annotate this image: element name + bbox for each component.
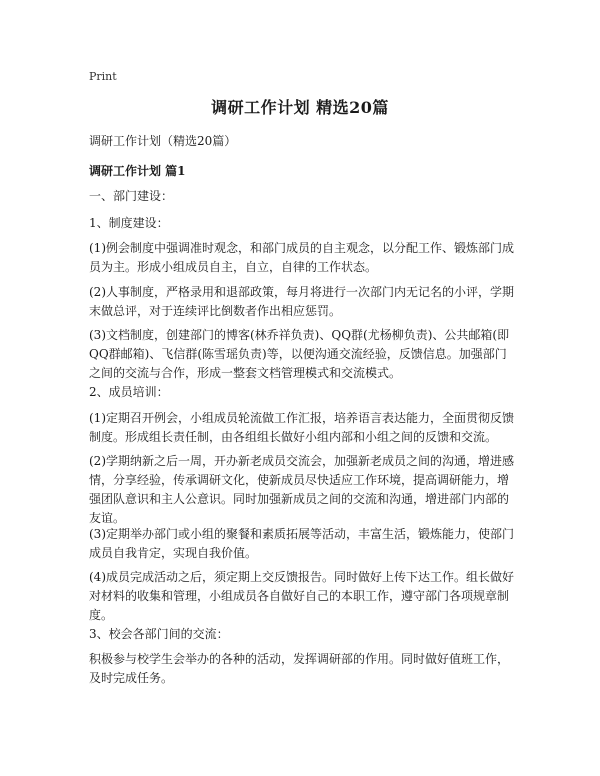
paragraph-student-union-activities: 积极参与校学生会举办的各种的活动，发挥调研部的作用。同时做好值班工作，及时完成任务。 bbox=[89, 652, 510, 685]
paragraph-document-system: (3)文档制度，创建部门的博客(林乔祥负责)、QQ群(尤杨柳负责)、公共邮箱(即QQ群邮箱)、飞信群(陈雪瑶负责)等，以便沟通交流经验，反馈信息。加强部门之间的交流与合作，形成一整套文档管理模式和交流模式。 bbox=[89, 328, 510, 380]
paragraph-member-training: 2、成员培训： bbox=[89, 385, 169, 399]
paragraph-feedback-report: (4)成员完成活动之后，须定期上交反馈报告。同时做好上传下达工作。组长做好对材料的收集和管理，小组成员各自做好自己的本职工作，遵守部门各项规章制度。 bbox=[89, 570, 515, 622]
paragraph-system-building: 1、制度建设： bbox=[89, 216, 169, 230]
paragraph-personnel-system: (2)人事制度，严格录用和退部政策，每月将进行一次部门内无记名的小评，学期末做总评，对于连续评比倒数者作出相应惩罚。 bbox=[89, 285, 515, 318]
document-title: 调研工作计划 精选20篇 bbox=[211, 98, 389, 117]
print-label: Print bbox=[89, 70, 117, 83]
paragraph-meeting-system: (1)例会制度中强调准时观念，和部门成员的自主观念，以分配工作、锻炼部门成员为主。形成小组成员自主，自立，自律的工作状态。 bbox=[89, 241, 515, 274]
document-subtitle: 调研工作计划（精选20篇） bbox=[89, 134, 237, 148]
paragraph-dinner-activities: (3)定期举办部门或小组的聚餐和素质拓展等活动，丰富生活，锻炼能力，使部门成员自我肯定，实现自我价值。 bbox=[89, 527, 515, 560]
paragraph-inter-dept-exchange: 3、校会各部门间的交流： bbox=[89, 627, 229, 641]
paragraph-regular-meetings: (1)定期召开例会，小组成员轮流做工作汇报，培养语言表达能力，全面贯彻反馈制度。形成组长责任制，由各组组长做好小组内部和小组之间的反馈和交流。 bbox=[89, 411, 515, 444]
paragraph-dept-building: 一、部门建设： bbox=[89, 189, 174, 203]
paragraph-exchange-meeting: (2)学期纳新之后一周，开办新老成员交流会，加强新老成员之间的沟通，增进感情，分享经验，传承调研文化，使新成员尽快适应工作环境，提高调研能力，增强团队意识和主人公意识。同时加强新成员之间的交流和沟通，增进部门内部的友谊。 bbox=[89, 454, 515, 525]
section-heading: 调研工作计划 篇1 bbox=[89, 164, 186, 178]
